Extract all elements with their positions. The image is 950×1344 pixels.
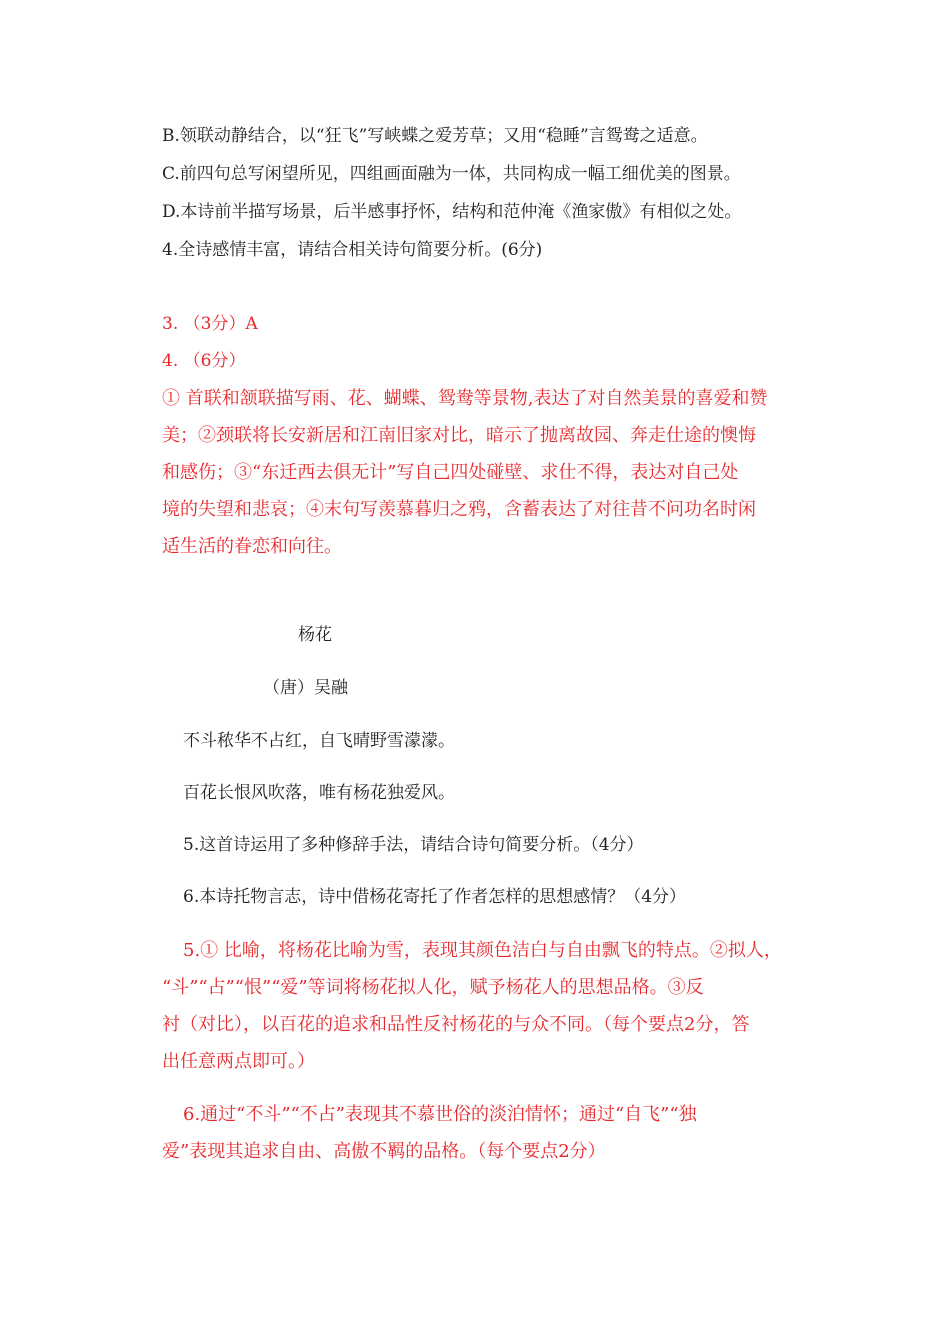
answer-4-heading: 4. （6分）: [162, 351, 246, 371]
answer-5-line: 5.① 比喻，将杨花比喻为雪，表现其颜色洁白与自由飘飞的特点。②拟人，: [183, 940, 782, 961]
answer-5-line: 衬（对比），以百花的追求和品性反衬杨花的与众不同。（每个要点2分，答: [162, 1014, 750, 1035]
question-4: 4.全诗感情丰富，请结合相关诗句简要分析。(6分): [162, 240, 543, 260]
question-6: 6.本诗托物言志，诗中借杨花寄托了作者怎样的思想感情？（4分）: [183, 887, 687, 907]
answer-4-line: 美；②颈联将长安新居和江南旧家对比，暗示了抛离故园、奔走仕途的懊悔: [162, 425, 756, 446]
answer-4-line: 境的失望和悲哀；④末句写羡慕暮归之鸦，含蓄表达了对往昔不问功名时闲: [162, 499, 756, 520]
answer-5-line: 出任意两点即可。）: [162, 1051, 315, 1072]
option-d: D.本诗前半描写场景，后半感事抒怀，结构和范仲淹《渔家傲》有相似之处。: [162, 202, 742, 222]
option-c: C.前四句总写闲望所见，四组画面融为一体，共同构成一幅工细优美的图景。: [162, 164, 741, 184]
answer-5-line: “斗”“占”“恨”“爱”等词将杨花拟人化，赋予杨花人的思想品格。③反: [162, 977, 704, 998]
poem-author: （唐）吴融: [263, 678, 348, 698]
answer-4-line: 和感伤；③“东迁西去俱无计”写自己四处碰壁、求仕不得，表达对自己处: [162, 462, 739, 483]
answer-6-line: 爱”表现其追求自由、高傲不羁的品格。（每个要点2分）: [162, 1141, 606, 1162]
answer-6-line: 6.通过“不斗”“不占”表现其不慕世俗的淡泊情怀；通过“自飞”“独: [183, 1104, 697, 1125]
poem-line: 不斗秾华不占红，自飞晴野雪濛濛。: [183, 731, 455, 751]
answer-4-line: 适生活的眷恋和向往。: [162, 536, 342, 557]
question-5: 5.这首诗运用了多种修辞手法，请结合诗句简要分析。（4分）: [183, 835, 644, 855]
answer-3: 3. （3分）A: [162, 314, 258, 334]
option-b: B.领联动静结合，以“狂飞”写峡蝶之爱芳草；又用“稳睡”言鸳鸯之适意。: [162, 126, 708, 146]
answer-4-line: ① 首联和颔联描写雨、花、蝴蝶、鸳鸯等景物,表达了对自然美景的喜爱和赞: [162, 388, 768, 409]
poem-line: 百花长恨风吹落，唯有杨花独爱风。: [183, 783, 455, 803]
poem-title: 杨花: [298, 625, 332, 645]
